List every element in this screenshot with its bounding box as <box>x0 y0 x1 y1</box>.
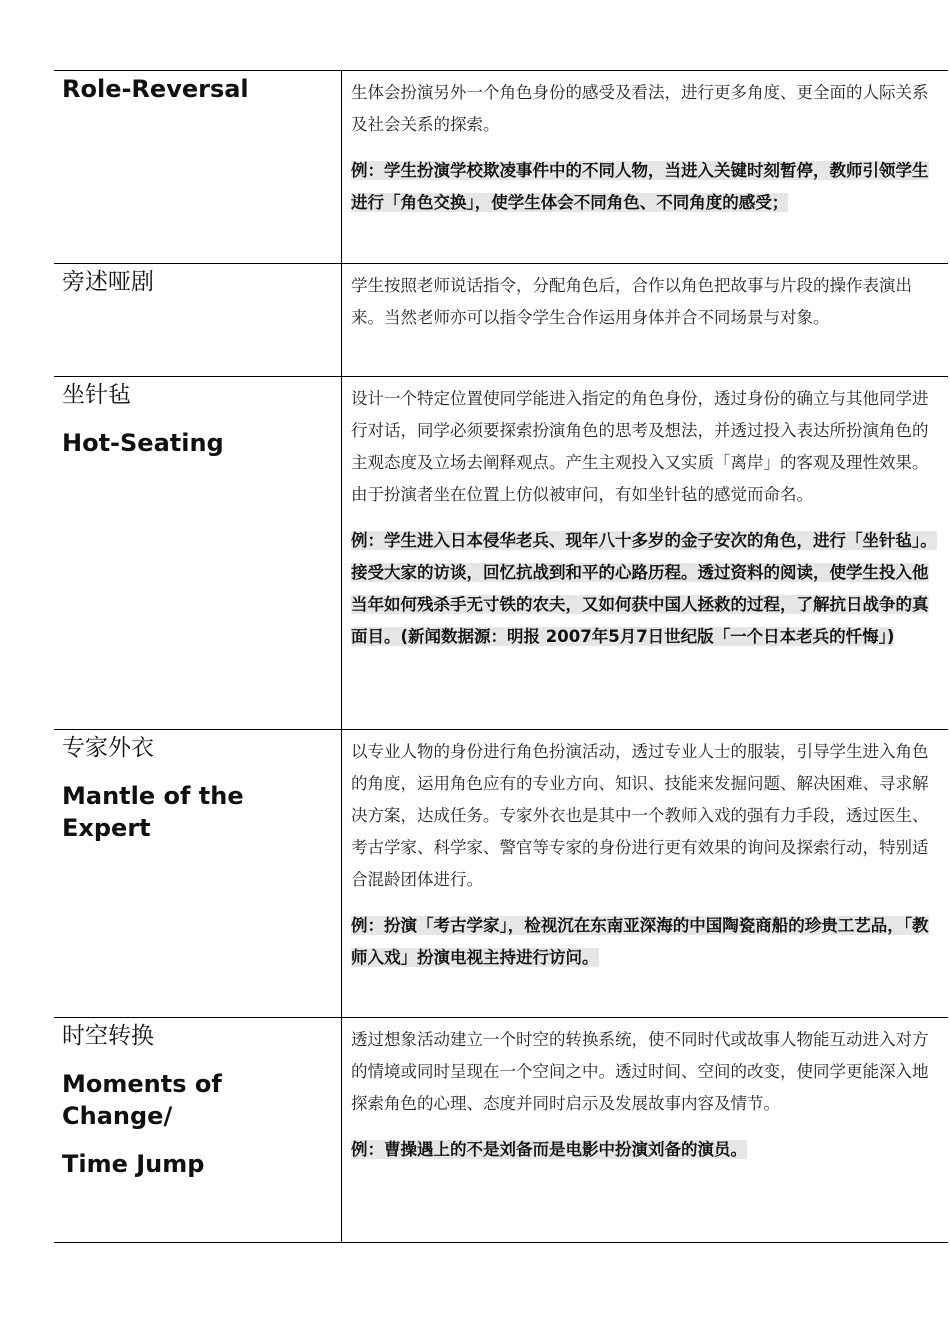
strategy-description-cell <box>342 1018 949 1243</box>
strategy-name-en: Hot-Seating <box>62 429 224 457</box>
strategy-name-zh: 时空转换 <box>62 1023 154 1049</box>
strategy-name-cell <box>54 730 342 1018</box>
table-row <box>54 264 948 377</box>
example-text: 例：学生扮演学校欺凌事件中的不同人物，当进入关键时刻暂停，教师引领学生进行「角色交换」，使学生体会不同角色、不同角度的感受； <box>351 161 929 212</box>
strategy-example <box>351 525 940 653</box>
drama-strategies-table <box>54 70 948 1243</box>
strategy-description: 生体会扮演另外一个角色身份的感受及看法，进行更多角度、更全面的人际关系及社会关系的探索。 <box>351 83 929 134</box>
strategy-description: 设计一个特定位置使同学能进入指定的角色身份，透过身份的确立与其他同学进行对话，同学必须要探索扮演角色的思考及想法，并透过投入表达所扮演角色的主观态度及立场去阐释观点。产生主观投入又实质「离岸」的客观及理性效果。由于扮演者坐在位置上仿似被审问，有如坐针毡的感觉而命名。 <box>351 389 929 504</box>
strategy-description-cell <box>342 730 949 1018</box>
example-text: 例：扮演「考古学家」，检视沉在东南亚深海的中国陶瓷商船的珍贵工艺品，「教师入戏」扮演电视主持进行访问。 <box>351 916 929 967</box>
strategy-description-cell <box>342 377 949 730</box>
example-text: 例：学生进入日本侵华老兵、现年八十多岁的金子安次的角色，进行「坐针毡」。接受大家的访谈，回忆抗战到和平的心路历程。透过资料的阅读，使学生投入他当年如何残杀手无寸铁的农夫，又如何获中国人拯救的过程，了解抗日战争的真面目。(新闻数据源：明报 2007年5月7日世纪版「一个日本老兵的忏悔」) <box>351 531 937 646</box>
strategy-description: 学生按照老师说话指令，分配角色后，合作以角色把故事与片段的操作表演出来。当然老师亦可以指令学生合作运用身体并合不同场景与对象。 <box>351 276 912 327</box>
strategy-name-en: Moments of Change/ <box>62 1070 222 1130</box>
strategy-example <box>351 1134 940 1166</box>
table-row <box>54 730 948 1018</box>
strategy-name-cell <box>54 264 342 377</box>
strategy-description-cell <box>342 264 949 377</box>
strategy-name: Role-Reversal <box>62 75 249 103</box>
table-row <box>54 377 948 730</box>
strategy-description: 透过想象活动建立一个时空的转换系统，使不同时代或故事人物能互动进入对方的情境或同时呈现在一个空间之中。透过时间、空间的改变，使同学更能深入地探索角色的心理、态度并同时启示及发展故事内容及情节。 <box>351 1030 929 1113</box>
example-text: 例：曹操遇上的不是刘备而是电影中扮演刘备的演员。 <box>351 1140 747 1159</box>
table-row <box>54 71 948 264</box>
strategy-name-zh: 坐针毡 <box>62 382 131 408</box>
strategy-description: 以专业人物的身份进行角色扮演活动，透过专业人士的服装，引导学生进入角色的角度，运用角色应有的专业方向、知识、技能来发掘问题、解决困难、寻求解决方案，达成任务。专家外衣也是其中一个教师入戏的强有力手段，透过医生、考古学家、科学家、警官等专家的身份进行更有效果的询问及探索行动，特别适合混龄团体进行。 <box>351 742 929 889</box>
strategy-description-cell <box>342 71 949 264</box>
strategy-name-zh: 专家外衣 <box>62 735 154 761</box>
table-row <box>54 1018 948 1243</box>
strategy-name-cell <box>54 377 342 730</box>
strategy-name-en-2: Time Jump <box>62 1150 205 1178</box>
strategy-example <box>351 155 940 219</box>
strategy-name-cell <box>54 71 342 264</box>
strategy-example <box>351 910 940 974</box>
strategy-name-en: Mantle of the Expert <box>62 782 244 842</box>
strategy-name: 旁述哑剧 <box>62 269 154 295</box>
strategy-name-cell <box>54 1018 342 1243</box>
